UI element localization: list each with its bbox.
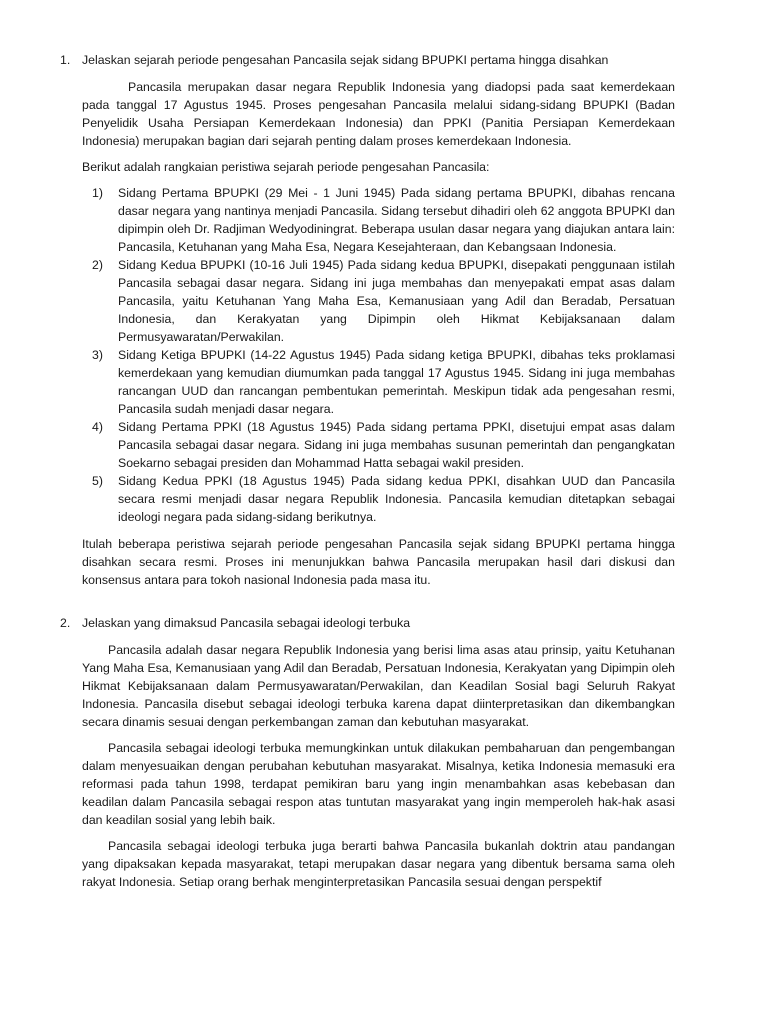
question-1-text: Jelaskan sejarah periode pengesahan Pancasila sejak sidang BPUPKI pertama hingga disahkan [82, 53, 609, 67]
event-item [82, 256, 675, 346]
document-content [60, 51, 675, 899]
event-item [82, 418, 675, 472]
event-text: Sidang Pertama PPKI (18 Agustus 1945) Pada sidang pertama PPKI, disetujui empat asas dalam Pancasila sebagai dasar negara. Sidang ini juga membahas susunan pemerintah dan pengangkatan Soekarno sebagai presiden dan Mohammad Hatta sebagai wakil presiden. [118, 420, 675, 470]
question-2-paragraph: Pancasila adalah dasar negara Republik Indonesia yang berisi lima asas atau prinsip, yaitu Ketuhanan Yang Maha Esa, Kemanusiaan yang Adil dan Beradab, Persatuan Indonesia, Kerakyatan yang Dipimpin oleh Hikmat Kebijaksanaan dalam Permusyawaratan/Perwakilan, dan Keadilan Sosial bagi Seluruh Rakyat Indonesia. Pancasila disebut sebagai ideologi terbuka karena dapat diinterpretasikan dan dikembangkan secara dinamis sesuai dengan perkembangan zaman dan kebutuhan masyarakat. [82, 643, 675, 729]
event-item [82, 346, 675, 418]
question-1-number: 1. [60, 53, 71, 67]
question-2-text: Jelaskan yang dimaksud Pancasila sebagai ideologi terbuka [82, 616, 411, 630]
question-1-closing: Itulah beberapa peristiwa sejarah periode pengesahan Pancasila sejak sidang BPUPKI pertama hingga disahkan secara resmi. Proses ini menunjukkan bahwa Pancasila merupakan hasil dari diskusi dan konsensus antara para tokoh nasional Indonesia pada masa itu. [82, 537, 675, 587]
event-number: 2) [92, 258, 103, 272]
section-gap [60, 597, 675, 614]
event-item [82, 184, 675, 256]
question-2-number: 2. [60, 616, 71, 630]
question-2-heading [60, 614, 675, 632]
event-text: Sidang Kedua PPKI (18 Agustus 1945) Pada sidang kedua PPKI, disahkan UUD dan Pancasila secara resmi menjadi dasar negara Republik Indonesia. Pancasila kemudian ditetapkan sebagai ideologi negara pada sidang-sidang berikutnya. [118, 474, 675, 524]
question-2-paragraph: Pancasila sebagai ideologi terbuka memungkinkan untuk dilakukan pembaharuan dan pengembangan dalam menyesuaikan dengan perubahan kebutuhan masyarakat. Misalnya, ketika Indonesia memasuki era reformasi pada tahun 1998, terdapat pemikiran baru yang ingin menambahkan asas kebebasan dan keadilan dalam Pancasila sebagai respon atas tuntutan masyarakat yang ingin memperoleh hak-hak asasi dan keadilan sosial yang lebih baik. [82, 741, 675, 827]
event-item [82, 472, 675, 526]
event-number: 3) [92, 348, 103, 362]
question-1-heading [60, 51, 675, 69]
question-1-intro: Pancasila merupakan dasar negara Republik Indonesia yang diadopsi pada saat kemerdekaan pada tanggal 17 Agustus 1945. Proses pengesahan Pancasila melalui sidang-sidang BPUPKI (Badan Penyelidik Usaha Persiapan Kemerdekaan Indonesia) dan PPKI (Panitia Persiapan Kemerdekaan Indonesia) merupakan bagian dari sejarah penting dalam proses kemerdekaan Indonesia. [82, 80, 675, 148]
event-number: 5) [92, 474, 103, 488]
event-number: 4) [92, 420, 103, 434]
event-number: 1) [92, 186, 103, 200]
event-text: Sidang Pertama BPUPKI (29 Mei - 1 Juni 1945) Pada sidang pertama BPUPKI, dibahas rencana dasar negara yang nantinya menjadi Pancasila. Sidang tersebut dihadiri oleh 62 anggota BPUPKI dan dipimpin oleh Dr. Radjiman Wedyodiningrat. Beberapa usulan dasar negara yang diajukan antara lain: Pancasila, Ketuhanan yang Maha Esa, Negara Kesejahteraan, dan Kebangsaan Indonesia. [118, 186, 675, 254]
event-list [82, 184, 675, 526]
event-text: Sidang Ketiga BPUPKI (14-22 Agustus 1945) Pada sidang ketiga BPUPKI, dibahas teks proklamasi kemerdekaan yang kemudian diumumkan pada tanggal 17 Agustus 1945. Sidang ini juga membahas rancangan UUD dan rancangan pembentukan pemerintah. Meskipun tidak ada pengesahan resmi, Pancasila sudah menjadi dasar negara. [118, 348, 675, 416]
event-text: Sidang Kedua BPUPKI (10-16 Juli 1945) Pada sidang kedua BPUPKI, disepakati penggunaan istilah Pancasila sebagai dasar negara. Sidang ini juga membahas dan menyepakati empat asas dalam Pancasila, yaitu Ketuhanan Yang Maha Esa, Kemanusiaan yang Adil dan Beradab, Persatuan Indonesia, dan Kerakyatan yang Dipimpin oleh Hikmat Kebijaksanaan dalam Permusyawaratan/Perwakilan. [118, 258, 675, 344]
question-2-paragraph: Pancasila sebagai ideologi terbuka juga berarti bahwa Pancasila bukanlah doktrin atau pandangan yang dipaksakan kepada masyarakat, tetapi merupakan dasar negara yang dibentuk bersama sama oleh rakyat Indonesia. Setiap orang berhak menginterpretasikan Pancasila sesuai dengan perspektif [82, 839, 675, 889]
question-1-lead: Berikut adalah rangkaian peristiwa sejarah periode pengesahan Pancasila: [82, 160, 490, 174]
